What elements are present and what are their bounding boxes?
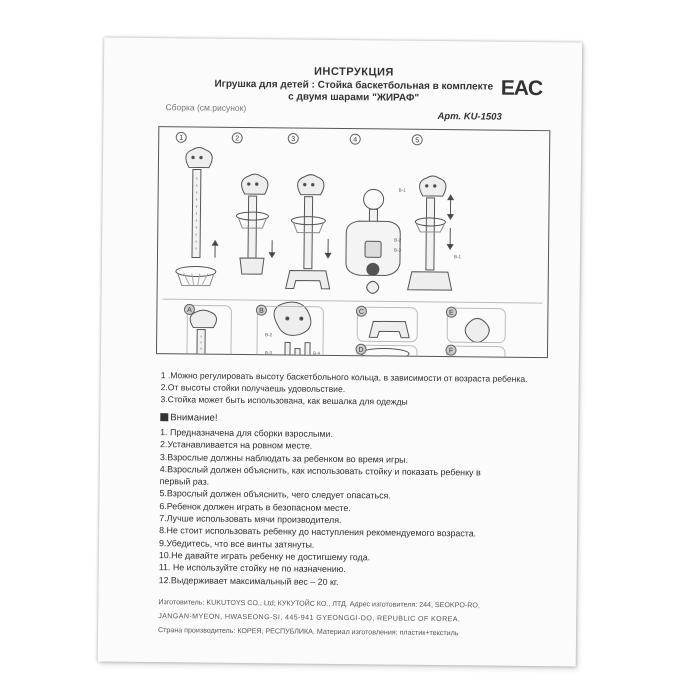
doc-title: ИНСТРУКЦИЯ <box>313 65 394 79</box>
warning-list <box>159 426 541 590</box>
warning-item: 3.Взрослые должны наблюдать за ребенком во время игры. <box>159 451 409 465</box>
feature-item-2: 2.От высоты стойки получаешь удовольствие. <box>160 382 346 395</box>
callout-part-b-b4: B-4 <box>312 350 321 356</box>
assembly-diagram <box>156 126 550 358</box>
part-letter-a: A <box>187 306 192 314</box>
feature-item-3: 3.Стойка может быть использована, как вешалка для одежды <box>160 394 408 407</box>
part-letter-c: C <box>358 308 364 316</box>
warning-heading <box>160 412 217 424</box>
warning-item: 5.Взрослый должен объяснить, чего следует опасаться. <box>159 488 391 502</box>
part-a-figure <box>189 310 216 357</box>
warning-item: 2.Устанавливается на ровном месте. <box>159 439 313 452</box>
warning-item: 8.Не стоит использовать ребенку до наступления рекомендуемого возраста. <box>159 525 477 539</box>
step1-figure <box>176 147 219 285</box>
warning-item: 6.Ребенок должен играть в безопасном месте. <box>159 500 351 513</box>
part-letter-e: E <box>449 309 454 317</box>
address-line: JANGAN-MYEON, HWASEONG-SI, 445-941 GYEONGGI-DO, REPUBLIC OF KOREA. <box>158 612 461 624</box>
step-number-3: 3 <box>291 135 296 144</box>
country-material-line: Страна производитель: КОРЕЯ, РЕСПУБЛИКА. Материал изготовления: пластик+текстиль <box>158 626 459 638</box>
doc-subtitle-line1: Игрушка для детей : Стойка баскетбольная в комплекте <box>214 78 494 93</box>
doc-subtitle-line2: с двумя шарами "ЖИРАФ" <box>288 91 420 104</box>
step4-figure <box>346 189 401 294</box>
callout-step5-b1: B-1 <box>453 254 462 260</box>
step-number-5: 5 <box>415 137 420 145</box>
callout-step4-b2: B-2 <box>394 237 402 243</box>
callout-part-b-b2: B-2 <box>265 332 273 338</box>
eac-certification-mark: EAC <box>500 76 543 101</box>
part-letter-f: F <box>448 347 454 355</box>
step-number-2: 2 <box>235 135 240 143</box>
callout-step4-b1: B-1 <box>398 187 406 193</box>
warning-item: 7.Лучше использовать мячи производителя. <box>159 513 342 526</box>
step2-figure <box>236 174 276 274</box>
step3-figure <box>286 174 332 288</box>
feature-item-1: 1 .Можно регулировать высоту баскетбольного кольца, в зависимости от возраста ребенка. <box>160 370 528 384</box>
warning-title: Внимание! <box>170 412 218 424</box>
part-letter-b: B <box>259 307 264 315</box>
article-number: Арт. KU-1503 <box>437 111 502 123</box>
manufacturer-line: Изготовитель: KUKUTOYS CO., Ltd; КУКУТОЙС КО., ЛТД. Адрес изготовителя: 244, SEOKPO-RO, <box>158 598 480 610</box>
warning-item: первый раз. <box>159 476 210 487</box>
part-e-figure <box>465 318 489 342</box>
instruction-sheet <box>98 38 583 667</box>
warning-item: 12.Выдерживает максимальный вес – 20 кг. <box>158 574 339 587</box>
warning-item: 1. Предназначена для сборки взрослыми. <box>160 427 334 439</box>
part-d-figure <box>361 348 409 357</box>
callout-step4-b3: B-3 <box>394 247 402 253</box>
part-b-figure <box>263 302 311 357</box>
assembly-illustration <box>157 127 549 357</box>
callout-part-b-b3: B-3 <box>264 350 273 356</box>
step5-figure <box>408 176 454 290</box>
warning-item: 4.Взрослый должен объяснить, как использовать стойку и показать ребенку в <box>159 464 481 478</box>
warning-item: 11. Не используйте стойку не по назначению. <box>158 562 346 575</box>
step-number-1: 1 <box>179 134 184 142</box>
warning-square-icon <box>160 413 168 421</box>
warning-item: 10.Не давайте играть ребенку не достигшему года. <box>158 550 371 563</box>
step-number-4: 4 <box>353 136 358 144</box>
part-letter-d: D <box>358 346 364 354</box>
part-c-figure <box>369 321 409 337</box>
assembly-label: Сборка (см.рисунок) <box>165 102 247 114</box>
warning-item: 9.Убедитесь, что все винты затянуты. <box>158 537 315 550</box>
